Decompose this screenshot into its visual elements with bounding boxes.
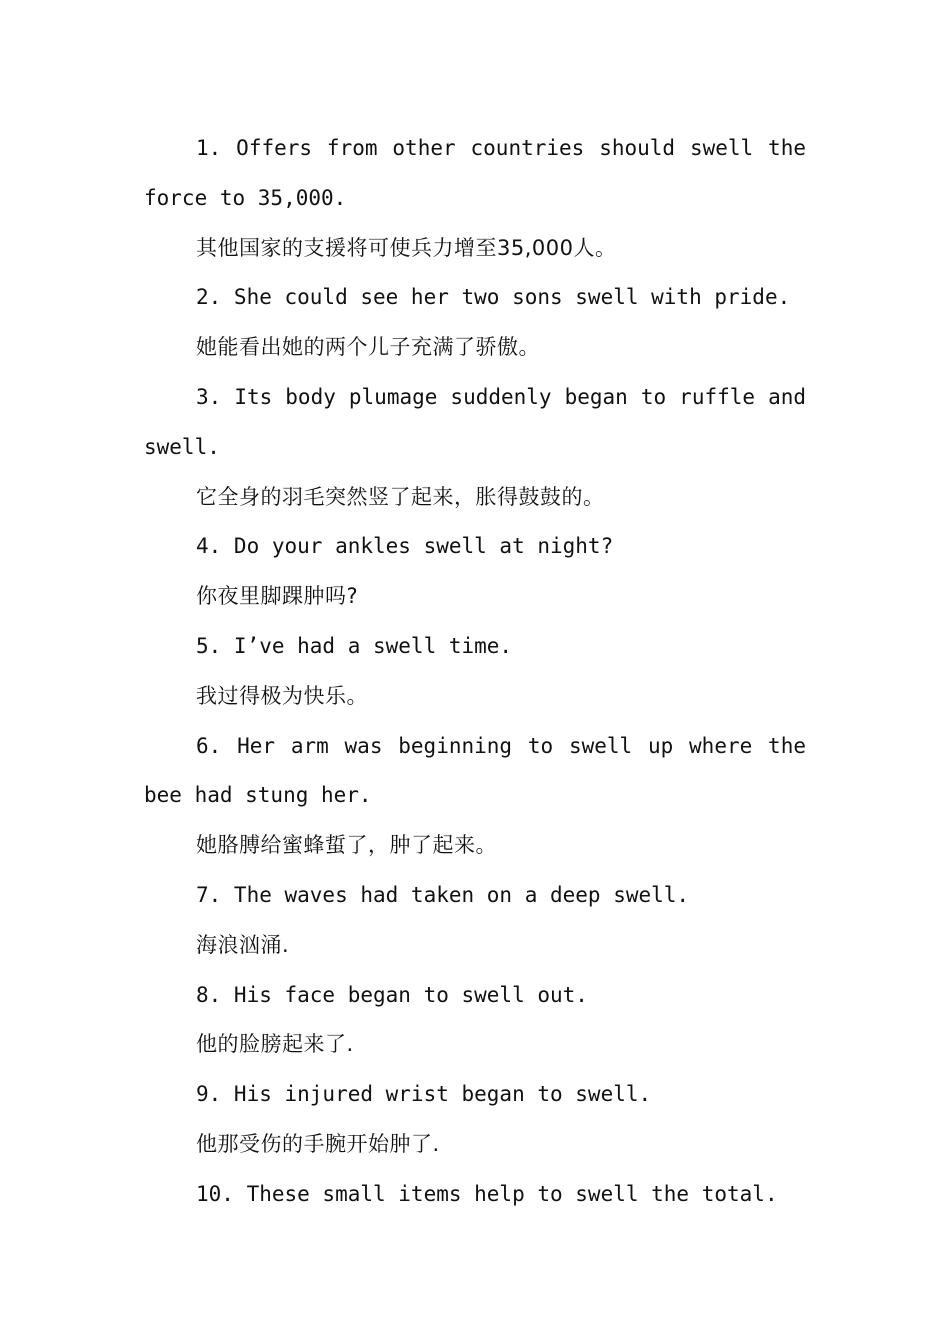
example-sentence-chinese: 他的脸膀起来了. (196, 1032, 354, 1057)
example-sentence-english: 4. Do your ankles swell at night? (196, 534, 614, 559)
example-sentence-chinese: 其他国家的支援将可使兵力增至35,000人。 (196, 235, 617, 260)
example-sentence-english: 2. She could see her two sons swell with pride. (196, 285, 791, 310)
example-sentence-english: 3. Its body plumage suddenly began to ruffle and swell. (144, 384, 806, 459)
document-body (144, 124, 806, 1220)
example-sentence-chinese: 海浪汹涌. (196, 932, 290, 957)
example-sentence-chinese: 我过得极为快乐。 (196, 683, 368, 708)
example-sentence-chinese: 它全身的羽毛突然竖了起来，胀得鼓鼓的。 (196, 484, 605, 509)
example-sentence-chinese: 她胳膊给蜜蜂蜇了，肿了起来。 (196, 833, 497, 858)
example-sentence-english: 7. The waves had taken on a deep swell. (196, 882, 690, 907)
example-sentence-chinese: 他那受伤的手腕开始肿了. (196, 1131, 440, 1156)
example-sentence-english: 1. Offers from other countries should swell the force to 35,000. (144, 136, 806, 210)
example-sentence-chinese: 你夜里脚踝肿吗? (196, 584, 359, 609)
example-sentence-english: 8. His face began to swell out. (196, 982, 588, 1007)
example-sentence-english: 10. These small items help to swell the total. (196, 1181, 778, 1206)
example-sentence-chinese: 她能看出她的两个儿子充满了骄傲。 (196, 335, 540, 360)
example-sentence-english: 6. Her arm was beginning to swell up where the bee had stung her. (144, 733, 806, 808)
example-sentence-english: 9. His injured wrist began to swell. (196, 1082, 652, 1107)
example-sentence-english: 5. I’ve had a swell time. (196, 633, 513, 658)
